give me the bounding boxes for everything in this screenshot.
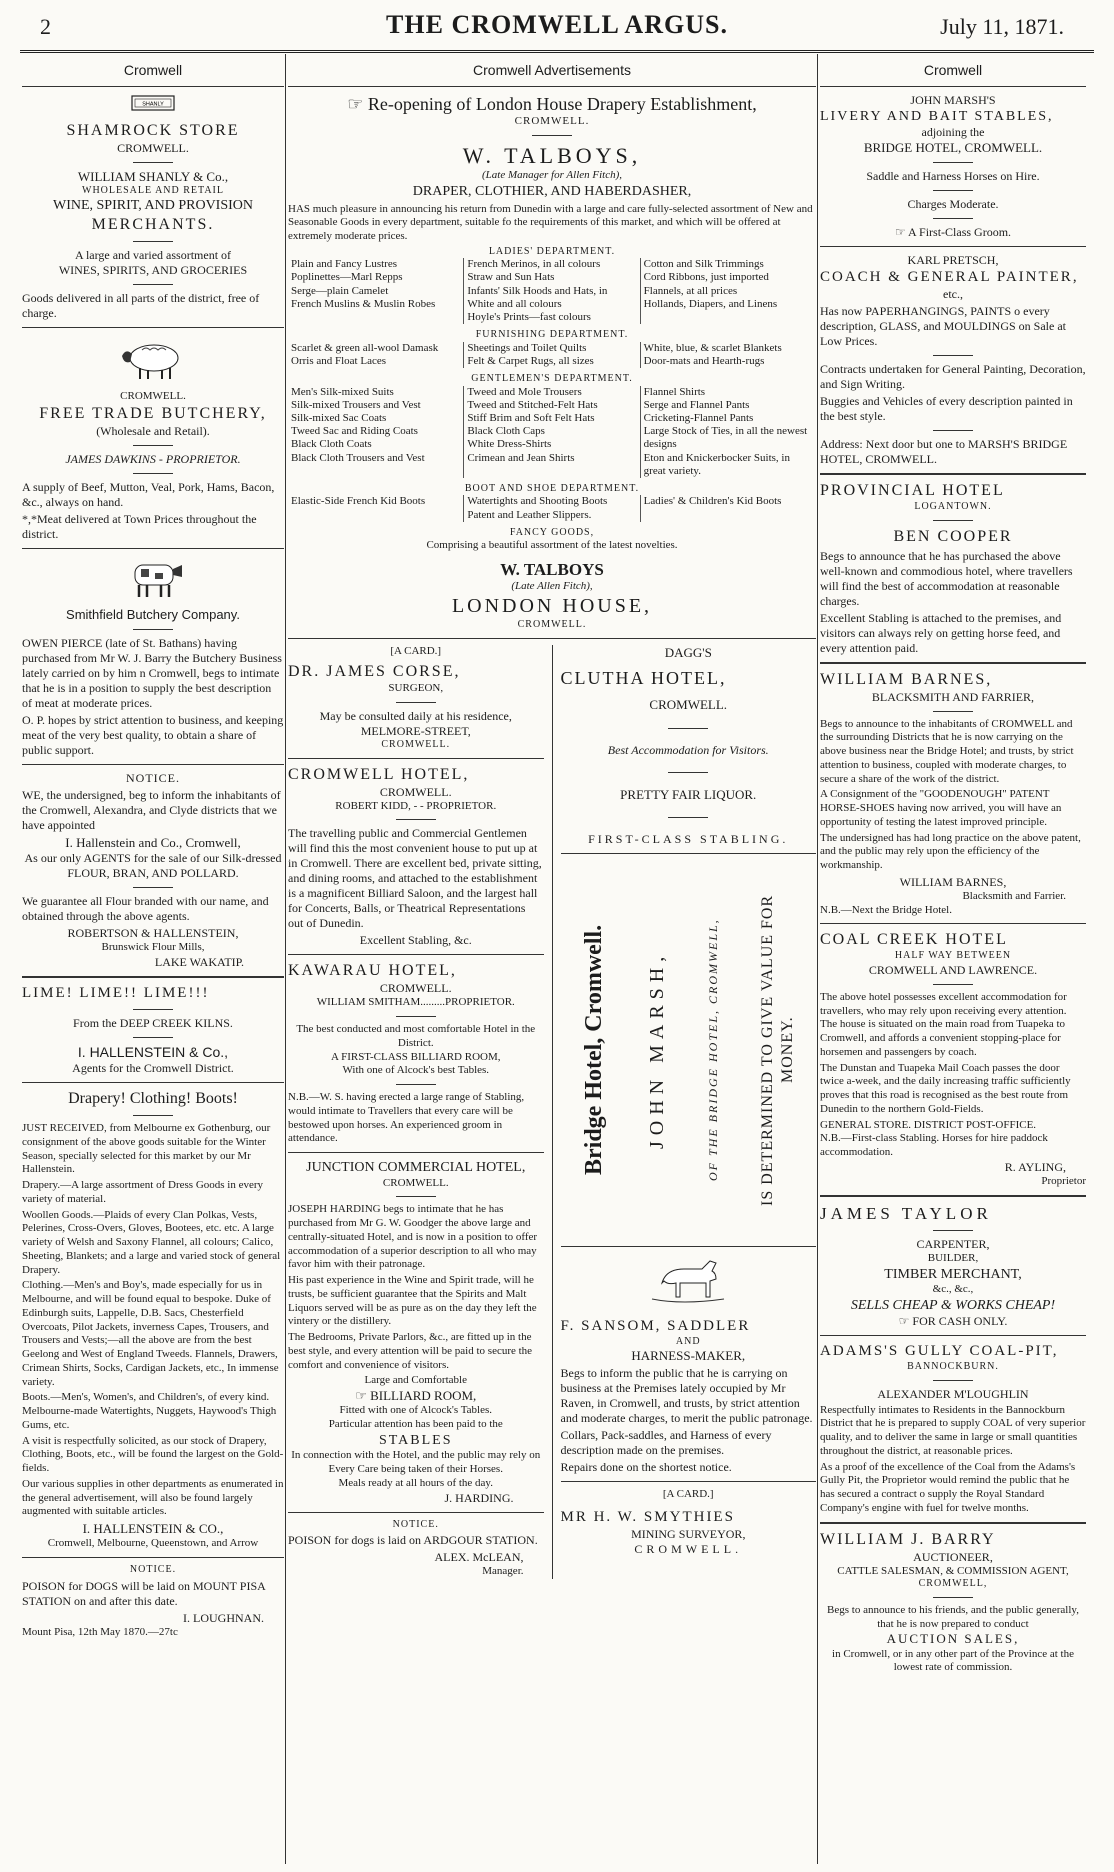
column-divider — [817, 54, 818, 1864]
page-number: 2 — [40, 14, 51, 39]
provincial-body2: Excellent Stabling is attached to the premises, and visitors can always rely on getting horse feed, and every attention paid. — [820, 610, 1062, 655]
ad-james-taylor — [820, 1203, 1086, 1330]
card-label: [A CARD.] — [390, 644, 442, 657]
butchery-sub: (Wholesale and Retail). — [96, 423, 210, 438]
lime-head: LIME! LIME!! LIME!!! — [22, 984, 210, 1001]
sansom-harness: HARNESS-MAKER, — [631, 1348, 746, 1363]
ladies-col: Plain and Fancy Lustres Poplinettes—Marl Repps Serge—plain Camelet French Muslins & Muslin Robes — [291, 258, 436, 310]
middle-subcolumns — [288, 645, 816, 1579]
clutha-best: Best Accommodation for Visitors. — [607, 742, 769, 757]
clutha-liquor: PRETTY FAIR LIQUOR. — [620, 786, 757, 802]
ad-barnes — [820, 670, 1086, 918]
pointing-hand-icon: ☞ — [355, 1388, 367, 1403]
notice-body3: We guarantee all Flour branded with our name, and obtained through the above agents. — [22, 894, 269, 923]
kawarau-proprietor: WILLIAM SMITHAM.........PROPRIETOR. — [316, 996, 515, 1009]
ad-flour-notice — [22, 771, 284, 970]
clutha-stabling: FIRST-CLASS STABLING. — [588, 831, 789, 846]
gents-col: Men's Silk-mixed Suits Silk-mixed Trousers and Vest Silk-mixed Sac Coats Tweed Sac and Riding Coats Black Cloth Coats Black Cloth Trousers and Vest — [291, 385, 425, 464]
junction-meals: Meals ready at all hours of the day. — [338, 1476, 493, 1489]
drapery-firm: I. HALLENSTEIN & CO., — [82, 1521, 224, 1536]
ad-barry — [820, 1530, 1086, 1676]
drapery-p3: Woollen Goods.—Plaids of every Clan Polkas, Vests, Pelerines, Cross-Overs, Gloves, Bootees, etc. etc. A large variety of Welsh and Saxony Flannel, all colours; Calico, Sheeting, Blankets; and a large and varied stock of general Drapery. — [22, 1208, 281, 1276]
gents-col: Flannel Shirts Serge and Flannel Pants Cricketing-Flannel Pants Large Stock of Ties, in all the newest designs Eton and Knickerbocker Suits, in great variety. — [640, 386, 816, 478]
kawarau-title: KAWARAU HOTEL, — [288, 962, 457, 980]
marsh-hire: Saddle and Harness Horses on Hire. — [866, 169, 1040, 184]
ox-image — [22, 555, 284, 603]
cromwell-hotel-proprietor: ROBERT KIDD, - - PROPRIETOR. — [335, 799, 497, 812]
barnes-role: Blacksmith and Farrier. — [962, 889, 1066, 902]
taylor-cash: FOR CASH ONLY. — [912, 1314, 1008, 1329]
coal-creek-head: COAL CREEK HOTEL — [820, 931, 1008, 949]
marsh-bridge: BRIDGE HOTEL, CROMWELL. — [863, 140, 1043, 155]
adams-body2: As a proof of the excellence of the Coal from the Adams's Gully Pit, the Proprietor would remind the public that he has secured a contract o supply the Royal Standard Company's engine with fuel for twelve months. — [820, 1460, 1076, 1514]
drapery-p2: Drapery.—A large assortment of Dress Goods in every variety of material. — [22, 1179, 264, 1205]
doctor-street: MELMORE-STREET, — [360, 724, 471, 738]
gents-col: Tweed and Mole Trousers Tweed and Stitched-Felt Hats Stiff Brim and Soft Felt Hats Black Cloth Caps White Dress-Shirts Crimean and Jean Shirts — [463, 386, 639, 478]
shamrock-line2: MERCHANTS. — [91, 215, 215, 233]
sheep-image — [22, 334, 284, 386]
notice-sign1: ROBERTSON & HALLENSTEIN, — [67, 926, 239, 940]
junction-sign: J. HARDING. — [444, 1490, 514, 1505]
provincial-name: BEN COOPER — [893, 527, 1013, 545]
taylor-head: JAMES TAYLOR — [820, 1203, 992, 1223]
butchery-proprietor: JAMES DAWKINS - PROPRIETOR. — [65, 451, 241, 466]
pretsch-name: KARL PRETSCH, — [907, 253, 999, 268]
coal-creek-body: The above hotel possesses excellent accommodation for travellers, who may rely upon receiving every attention. The house is situated on the main road from Tuapeka to Cromwell, and affords a convenient stopping-place for horsemen and passengers by coach. — [820, 990, 1067, 1058]
junction-connection: In connection with the Hotel, and the public may rely on — [291, 1449, 541, 1462]
boots-grid — [288, 495, 816, 521]
column-divider — [285, 54, 286, 1864]
boots-col: Elastic-Side French Kid Boots — [291, 495, 426, 508]
shamrock-line1: WINE, SPIRIT, AND PROVISION — [52, 198, 254, 214]
smythies-role: MINING SURVEYOR, — [631, 1526, 746, 1541]
bridge-hotel-sub-vertical: OF THE BRIDGE HOTEL, CROMWELL, — [706, 918, 721, 1182]
furnishing-head: FURNISHING DEPARTMENT. — [475, 329, 629, 341]
fancy-body: Comprising a beautiful assortment of the latest novelties. — [426, 539, 678, 552]
drapery-head: Drapery! Clothing! Boots! — [68, 1090, 238, 1107]
ardgour-notice-role: Manager. — [482, 1565, 524, 1577]
talboys-place: CROMWELL. — [514, 115, 590, 127]
poison-body: POISON for DOGS will be laid on MOUNT PISA STATION on and after this date. — [22, 1578, 266, 1608]
junction-stables: STABLES — [378, 1432, 453, 1448]
adams-name: ALEXANDER M'LOUGHLIN — [877, 1386, 1029, 1401]
barnes-body3: The undersigned has had long practice on the above patent, and the public may rely upon the efficiency of the workmanship. — [820, 831, 1081, 871]
boots-head: BOOT AND SHOE DEPARTMENT. — [464, 482, 640, 494]
kawarau-nb: N.B.—W. S. having erected a large range of Stabling, would intimate to Travellers that every care will be bestowed upon horses. An experienced groom in attendance. — [288, 1091, 525, 1145]
sansom-body3: Repairs done on the shortest notice. — [560, 1460, 732, 1475]
lime-agents: Agents for the Cromwell District. — [72, 1061, 234, 1075]
marsh-adjoining: adjoining the — [921, 125, 985, 139]
junction-body2: His past experience in the Wine and Spirit trade, will he trusts, be sufficient guarantee that the Spirits and Malt Liquors served will be as pure as on the day they left the vintery or the distillery. — [288, 1274, 537, 1328]
boots-col: Ladies' & Children's Kid Boots — [640, 495, 816, 521]
pointing-hand-icon: ☞ — [898, 1314, 910, 1329]
coal-creek-sign: R. AYLING, — [1004, 1159, 1066, 1174]
provincial-place: LOGANTOWN. — [914, 501, 992, 512]
junction-large: Large and Comfortable — [364, 1374, 467, 1387]
shamrock-title: SHAMROCK STORE — [66, 121, 240, 139]
notice-firm: I. Hallenstein and Co., Cromwell, — [65, 834, 241, 850]
marsh-head: LIVERY AND BAIT STABLES, — [820, 108, 1054, 124]
daggs-label: DAGG'S — [664, 644, 712, 660]
sansom-and: AND — [675, 1335, 701, 1347]
ad-lime — [22, 984, 284, 1076]
coal-creek-nb: N.B.—First-class Stabling. Horses for hire paddock accommodation. — [820, 1132, 1048, 1158]
barry-role: AUCTIONEER, — [913, 1549, 993, 1564]
shamrock-sign-text: SHANLY — [142, 101, 164, 107]
smithfield-body: OWEN PIERCE (late of St. Bathans) having purchased from Mr W. J. Barry the Butchery Business lately carried on by him n Cromwell, begs to intimate that he is in a position to supply the best description of meat at moderate prices. — [22, 635, 282, 710]
furnishing-col: White, blue, & scarlet Blankets Door-mats and Hearth-rugs — [640, 342, 816, 368]
clutha-place: CROMWELL. — [649, 697, 728, 713]
ad-free-trade-butchery — [22, 334, 284, 542]
junction-billiard: BILLIARD ROOM, — [370, 1388, 477, 1403]
ad-shamrock-store — [22, 93, 284, 321]
pretsch-body3: Buggies and Vehicles of every description painted in the best style. — [820, 394, 1073, 423]
coal-creek-role: Proprietor — [1041, 1174, 1086, 1187]
value-for-money-vertical: IS DETERMINED TO GIVE VALUE FOR MONEY. — [758, 894, 796, 1206]
boots-col: Watertights and Shooting Boots Patent and Leather Slippers. — [463, 495, 639, 521]
column-middle — [288, 58, 816, 1579]
lime-from: From the DEEP CREEK KILNS. — [73, 1015, 233, 1030]
notice-sign2: Brunswick Flour Mills, — [101, 941, 205, 953]
furnishing-col: Scarlet & green all-wool Damask Orris and Float Laces — [291, 341, 439, 367]
lime-firm: I. HALLENSTEIN & Co., — [77, 1043, 229, 1060]
sansom-body: Begs to inform the public that he is carrying on business at the Premises lately occupied by Mr Raven, in Cromwell, and trusts, by strict attention and moderate charges, to merit the public patronage. — [560, 1366, 813, 1426]
gents-head: GENTLEMEN'S DEPARTMENT. — [471, 373, 633, 385]
kawarau-body: The best conducted and most comfortable Hotel in the District. — [296, 1023, 536, 1049]
pretsch-body: Has now PAPERHANGINGS, PAINTS o every description, GLASS, and MOULDINGS on Sale at Low Prices. — [820, 304, 1066, 348]
middle-right-subcolumn — [552, 645, 817, 1579]
ladies-col: French Merinos, in all colours Straw and Sun Hats Infants' Silk Hoods and Hats, in White and all colours Hoyle's Prints—fast colours — [463, 258, 639, 324]
ad-smithfield — [22, 555, 284, 758]
provincial-body: Begs to announce that he has purchased the above well-known and commodious hotel, where travellers will find the best of accommodation at reasonable charges. — [820, 548, 1073, 608]
furnishing-grid — [288, 342, 816, 368]
butchery-title: FREE TRADE BUTCHERY, — [39, 404, 267, 422]
furnishing-col: Sheetings and Toilet Quilts Felt & Carpet Rugs, all sizes — [463, 342, 639, 368]
doctor-name: DR. JAMES CORSE, — [288, 663, 461, 681]
shamrock-sign-image — [22, 93, 284, 117]
drapery-p6: A visit is respectfully solicited, as our stock of Drapery, Clothing, Boots, etc., will be found the largest on the Gold-fields. — [22, 1434, 284, 1474]
section-header: Cromwell — [820, 58, 1086, 87]
drapery-p7: Our various supplies in other departments as enumerated in the general advertisement, will also be found largely augmented with suitable articles. — [22, 1477, 284, 1518]
drapery-places: Cromwell, Melbourne, Queenstown, and Arrow — [47, 1537, 259, 1550]
barnes-body: Begs to announce to the inhabitants of CROMWELL and the surrounding Districts that he is now carrying on the above business near the Bridge Hotel; and trusts, by strict attention to business, coupled with moderate charges, to secure a share of the work of the district. — [820, 717, 1074, 785]
john-marsh-vertical: JOHN MARSH, — [646, 950, 669, 1149]
junction-fitted: Fitted with one of Alcock's Tables. — [339, 1404, 493, 1417]
shamrock-delivery: Goods delivered in all parts of the district, free of charge. — [22, 290, 260, 320]
coal-creek-store: GENERAL STORE. DISTRICT POST-OFFICE. — [820, 1118, 1037, 1131]
ladies-head: LADIES' DEPARTMENT. — [488, 245, 616, 257]
pointing-hand-icon: ☞ — [894, 225, 906, 240]
talboys-trade: DRAPER, CLOTHIER, AND HABERDASHER, — [412, 184, 692, 199]
shamrock-place: CROMWELL. — [117, 140, 189, 155]
gents-grid — [288, 386, 816, 478]
sansom-body2: Collars, Pack-saddles, and Harness of every description made on the premises. — [560, 1428, 772, 1458]
bridge-hotel-vertical-card — [561, 853, 817, 1247]
section-header: Cromwell — [22, 58, 284, 87]
marsh-groom: A First-Class Groom. — [908, 225, 1012, 240]
ardgour-notice-body: POISON for dogs is laid on ARDGOUR STATION. — [288, 1533, 538, 1547]
cromwell-hotel-stabling: Excellent Stabling, &c. — [359, 933, 472, 948]
smythies-place: CROMWELL. — [634, 1541, 743, 1556]
taylor-carpenter: CARPENTER, — [916, 1236, 990, 1251]
section-header: Cromwell Advertisements — [288, 58, 816, 87]
middle-left-subcolumn — [288, 645, 552, 1579]
barnes-body2: A Consignment of the "GOODENOUGH" PATENT HORSE-SHOES having now arrived, you will have an opportunity of testing the latest improved principle. — [820, 788, 1062, 828]
ad-adams-gully — [820, 1342, 1086, 1515]
shamrock-firm: WILLIAM SHANLY & Co., — [77, 168, 229, 184]
doctor-body: May be consulted daily at his residence, — [319, 709, 512, 723]
junction-care: Every Care being taken of their Horses. — [328, 1463, 503, 1475]
taylor-slogan: SELLS CHEAP & WORKS CHEAP! — [850, 1297, 1056, 1313]
marsh-charges: Charges Moderate. — [907, 197, 999, 212]
talboys-late2: (Late Allen Fitch), — [511, 580, 593, 593]
shamrock-body: A large and varied assortment of — [74, 247, 232, 262]
pretsch-head: COACH & GENERAL PAINTER, — [820, 269, 1079, 286]
smythies-title: MR H. W. SMYTHIES — [560, 1509, 735, 1525]
ardgour-notice-sign: ALEX. McLEAN, — [434, 1550, 524, 1564]
butchery-place: CROMWELL. — [120, 389, 186, 402]
column-left — [22, 58, 284, 1639]
ad-talboys — [288, 93, 816, 632]
notice-head: NOTICE. — [126, 770, 180, 785]
smithfield-title: Smithfield Butchery Company. — [66, 606, 240, 622]
bridge-hotel-vertical: Bridge Hotel, Cromwell. — [580, 924, 607, 1175]
kawarau-place: CROMWELL. — [379, 981, 452, 996]
ad-coal-creek-hotel — [820, 930, 1086, 1188]
talboys-name: W. TALBOYS, — [462, 142, 642, 168]
butchery-body: A supply of Beef, Mutton, Veal, Pork, Hams, Bacon, &c., always on hand. — [22, 479, 275, 509]
talboys-late: (Late Manager for Allen Fitch), — [481, 169, 623, 182]
coal-creek-half: HALF WAY BETWEEN — [894, 950, 1012, 962]
taylor-builder: BUILDER, — [927, 1251, 979, 1264]
kawarau-billiard2: With one of Alcock's best Tables. — [342, 1064, 490, 1077]
barry-role2: CATTLE SALESMAN, & COMMISSION AGENT, — [837, 1564, 1069, 1577]
pointing-hand-icon: ☞ — [347, 93, 364, 114]
junction-place: CROMWELL. — [382, 1176, 449, 1189]
taylor-timber: TIMBER MERCHANT, — [884, 1266, 1022, 1282]
ladies-grid — [288, 258, 816, 324]
shamrock-trade: WHOLESALE AND RETAIL — [82, 184, 224, 196]
barnes-sign: WILLIAM BARNES, — [899, 874, 1007, 889]
smithfield-body2: O. P. hopes by strict attention to business, and keeping meat of the very best quality, to obtain a share of public support. — [22, 712, 284, 757]
issue-date: July 11, 1871. — [940, 14, 1064, 39]
adams-place: BANNOCKBURN. — [907, 1361, 999, 1372]
notice-body2: As our only AGENTS for the sale of our Silk-dressed — [24, 851, 282, 865]
talboys-place2: CROMWELL. — [517, 619, 587, 630]
card-label: [A CARD.] — [662, 1488, 714, 1501]
masthead — [0, 0, 1114, 52]
ad-drapery — [22, 1089, 284, 1551]
junction-body3: The Bedrooms, Private Parlors, &c., are fitted up in the best style, and every attention will be paid to secure the comfort and convenience of visitors. — [288, 1331, 533, 1371]
junction-particular: Particular attention has been paid to the — [328, 1418, 503, 1430]
poison-foot: Mount Pisa, 12th May 1870.—27tc — [22, 1625, 178, 1638]
doctor-title: SURGEON, — [388, 682, 444, 695]
newspaper-title: THE CROMWELL ARGUS. — [386, 10, 728, 39]
butchery-note: *,*Meat delivered at Town Prices throughout the district. — [22, 511, 257, 541]
coal-creek-between: CROMWELL AND LAWRENCE. — [868, 962, 1038, 977]
taylor-etc: &c., &c., — [932, 1283, 974, 1295]
talboys-body: HAS much pleasure in announcing his return from Dunedin with a large and care fully-selected assortment of New and Seasonable Goods in every department, suitable fo the requirements of this market, and which will be offered at extremely moderate prices. — [288, 202, 813, 242]
fancy-head: FANCY GOODS, — [509, 526, 595, 538]
ad-marsh-stables — [820, 93, 1086, 241]
marsh-name: JOHN MARSH'S — [910, 92, 996, 107]
talboys-headline: Re-opening of London House Drapery Establishment, — [367, 93, 757, 114]
barry-body: Begs to announce to his friends, and the public generally, that he is now prepared to conduct — [827, 1603, 1079, 1630]
clutha-title: CLUTHA HOTEL, — [560, 667, 727, 688]
talboys-name2: W. TALBOYS — [500, 560, 604, 579]
adams-head: ADAMS'S GULLY COAL-PIT, — [820, 1343, 1059, 1360]
drapery-p4: Clothing.—Men's and Boy's, made especially for us in Melbourne, and will be found equal to bespoke. Duke of Edinburgh suits, Lappelle, D.B. Sacs, Chesterfield Overcoats, Pilot Jackets, inverness Capes, Trousers, and Trousers and Vests;—all the above are from the best Geelong and West of England Tweeds. Flannels, Drawers, Crimean Shirts, Socks, Cardigan Jackets, etc., In immense variety. — [22, 1279, 279, 1388]
notice-goods: FLOUR, BRAN, AND POLLARD. — [67, 866, 239, 880]
notice-body: WE, the undersigned, beg to inform the inhabitants of the Cromwell, Alexandra, and Clyde districts that we have appointed — [22, 787, 281, 832]
junction-title: JUNCTION COMMERCIAL HOTEL, — [306, 1160, 526, 1175]
barry-place: CROMWELL, — [918, 1578, 988, 1590]
cromwell-hotel-title: CROMWELL HOTEL, — [288, 765, 470, 783]
ladies-col: Cotton and Silk Trimmings Cord Ribbons, just imported Flannels, at all prices Hollands, Diapers, and Linens — [640, 258, 816, 324]
poison-sign: I. LOUGHNAN. — [183, 1610, 264, 1625]
adams-body: Respectfully intimates to Residents in the Bannockburn District that he is prepared to supply COAL of very superior quality, and to deliver the same in large or small quantities throughout the district, at reasonable prices. — [820, 1403, 1086, 1457]
horse-image — [561, 1253, 817, 1313]
barry-sales: AUCTION SALES, — [886, 1631, 1020, 1647]
barry-body2: in Cromwell, or in any other part of the Province at the lowest rate of commission. — [832, 1647, 1074, 1674]
ad-pretsch — [820, 253, 1086, 467]
drapery-p1: JUST RECEIVED, from Melbourne ex Gothenburg, our consignment of the above goods suitable for the Winter Season, specially selected for this market by our Mr Hallenstein. — [22, 1122, 271, 1176]
kawarau-billiard: A FIRST-CLASS BILLIARD ROOM, — [330, 1050, 501, 1063]
barnes-nb: N.B.—Next the Bridge Hotel. — [820, 903, 952, 916]
barry-head: WILLIAM J. BARRY — [820, 1530, 996, 1548]
london-house: LONDON HOUSE, — [451, 595, 653, 617]
ad-provincial-hotel — [820, 481, 1086, 656]
masthead-rule — [20, 50, 1094, 53]
notice-sign3: LAKE WAKATIP. — [154, 954, 244, 969]
shamrock-body2: WINES, SPIRITS, AND GROCERIES — [58, 262, 248, 277]
barnes-trade: BLACKSMITH AND FARRIER, — [871, 689, 1035, 704]
pretsch-address: Address: Next door but one to MARSH'S BRIDGE HOTEL, CROMWELL. — [820, 437, 1068, 466]
junction-body: JOSEPH HARDING begs to intimate that he has purchased from Mr G. W. Goodger the above large and centrally-situated Hotel, and is now in a position to offer accommodation of a superior description to all who may favor him with their patronage. — [288, 1203, 538, 1271]
coal-creek-body2: The Dunstan and Tuapeka Mail Coach passes the door twice a-week, and the daily increasing traffic sufficiently proves that this road is recognised as the best route from Dunedin to the northern Gold-Fields. — [820, 1061, 1071, 1115]
ad-poison-pisa — [22, 1564, 284, 1639]
doctor-place: CROMWELL. — [381, 739, 451, 750]
pretsch-body2: Contracts undertaken for General Painting, Decoration, and Sign Writing. — [820, 362, 1086, 391]
drapery-p5: Boots.—Men's, Women's, and Children's, of every kind. Melbourne-made Watertights, Nuggets, Haywood's Thigh Gums, etc. — [22, 1391, 277, 1431]
pretsch-etc: etc., — [943, 287, 963, 301]
sansom-title: F. SANSOM, SADDLER — [560, 1317, 751, 1334]
barnes-head: WILLIAM BARNES, — [820, 670, 993, 688]
column-right — [820, 58, 1086, 1675]
provincial-head: PROVINCIAL HOTEL — [820, 482, 1005, 499]
cromwell-hotel-place: CROMWELL. — [379, 784, 452, 799]
cromwell-hotel-body: The travelling public and Commercial Gentlemen will find this the most convenient house to put up at in Cromwell. There are excellent bed, private sitting, and dining rooms, and attached to the establishment is a magnificent Billiard Saloon, and the largest hall for Concerts, Balls, or Theatrical Representations out of Dunedin. — [288, 826, 542, 931]
poison-head: NOTICE. — [129, 1564, 177, 1575]
ardgour-notice-head: NOTICE. — [392, 1518, 439, 1530]
